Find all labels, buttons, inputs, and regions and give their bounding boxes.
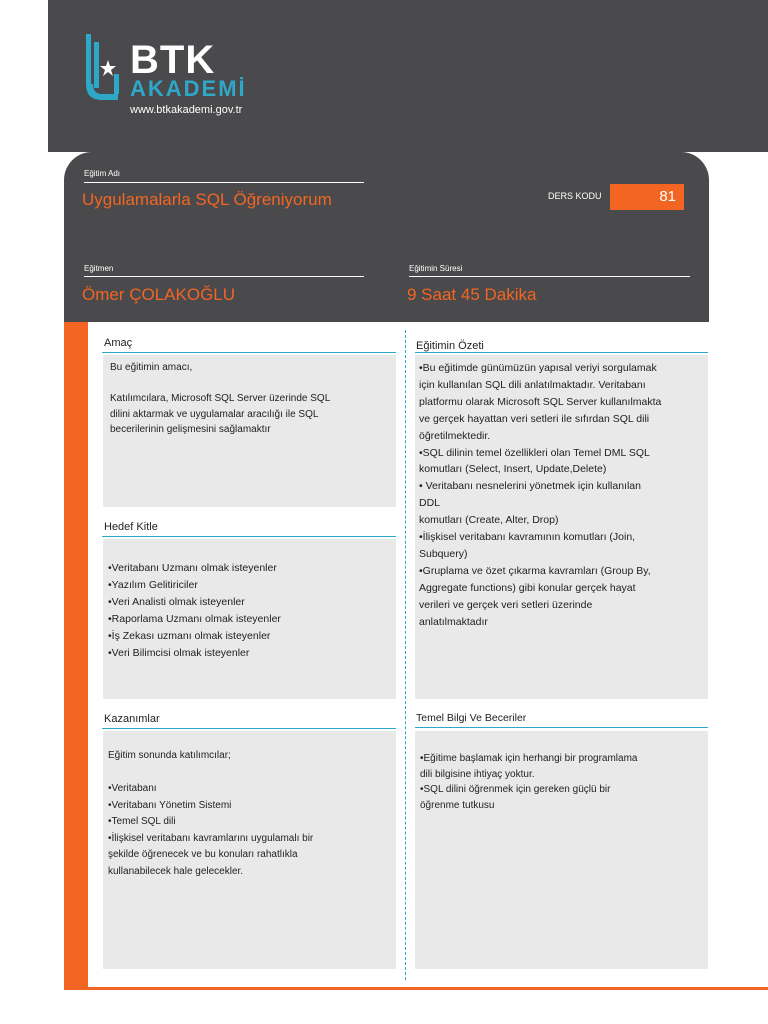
column-divider [405,330,406,980]
list-item: •Veritabanı Uzmanı olmak isteyenler [108,562,277,574]
list-item: •Veri Analisti olmak isteyenler [108,596,245,608]
section-underline [102,728,396,729]
section-title-summary: Eğitimin Özeti [416,340,484,352]
duration-label: Eğitimin Süresi [409,264,463,273]
audience-list [108,560,281,662]
list-item: •Veritabanı Yönetim Sistemi [108,799,232,811]
purpose-text: Bu eğitimin amacı, Katılımcılara, Microsoft SQL Server üzerinde SQL dilini aktarmak ve uygulamalar aracılığı ile SQL becerilerinin gelişmesini sağlamaktır [110,362,331,435]
summary-text: •Bu eğitimde günümüzün yapısal veriyi sorgulamak için kullanılan SQL dili anlatılmaktadır. Veritabanı platformu olarak Microsoft SQL Server kullanılmakta ve gerçek hayattan veri setleri ile sıfırdan SQL dili öğretilmektedir. •SQL dilinin temel özellikleri olan Temel DML SQL komutları (Select, Insert, Update,Delete) • Veritabanı nesnelerini yönetmek için kullanılan DDL komutları (Create, Alter, Drop) •İlişkisel veritabanı kavramının komutları (Join, Subquery) •Gruplama ve özet çıkarma kavramları (Group By, Aggregate functions) gibi konular gerçek hayat verileri ve gerçek veri setleri üzerinde anlatılmaktadır [419,362,662,628]
list-item: •Veri Bilimcisi olmak isteyenler [108,647,250,659]
left-accent-strip [64,322,88,990]
section-title-purpose: Amaç [104,337,133,349]
course-code-badge: 81 [610,184,684,210]
course-title: Uygulamalarla SQL Öğreniyorum [82,190,332,209]
section-title-outcomes: Kazanımlar [104,713,160,725]
section-underline [415,727,708,728]
section-title-prerequisites: Temel Bilgi Ve Beceriler [416,712,527,724]
section-title-audience: Hedef Kitle [104,521,158,533]
website-link[interactable]: www.btkakademi.gov.tr [130,104,243,116]
instructor-underline [84,276,364,277]
outcomes-text: Eğitim sonunda katılımcılar; •Veritabanı •Veritabanı Yönetim Sistemi •Temel SQL dili •İlişkisel veritabanı kavramlarını uygulamalı bir şekilde öğrenecek ve bu konuları rahatlıkla kullanabilecek hale gelecekler. [108,750,314,877]
course-code-label: DERS KODU [548,191,602,201]
instructor-label: Eğitmen [84,264,114,273]
logo-emblem-icon [84,34,124,102]
list-item: •SQL dilini öğrenmek için gereken güçlü bir [420,784,611,795]
bottom-accent-line [64,987,768,990]
course-header-card [64,152,709,322]
list-item: •İlişkisel veritabanı kavramlarını uygulamalı bir [108,832,314,844]
section-underline [102,352,396,353]
list-item: •Veritabanı [108,783,157,794]
list-item: •Yazılım Gelitiriciler [108,579,198,591]
logo-text-akademi: AKADEMİ [130,76,247,101]
list-item: •Eğitime başlamak için herhangi bir programlama [420,753,638,764]
list-item: •Temel SQL dili [108,816,176,827]
instructor-name: Ömer ÇOLAKOĞLU [82,285,236,304]
list-item: •Raporlama Uzmanı olmak isteyenler [108,613,281,625]
list-item: •İş Zekası uzmanı olmak isteyenler [108,630,271,642]
course-title-label: Eğitim Adı [84,169,121,178]
duration-value: 9 Saat 45 Dakika [407,285,537,304]
btk-akademi-logo[interactable] [84,34,284,124]
section-underline [415,352,708,353]
prerequisites-text: •Eğitime başlamak için herhangi bir programlama dili bilgisine ihtiyaç yoktur. •SQL dilini öğrenmek için gereken güçlü bir öğrenme tutkusu [420,753,638,811]
duration-underline [409,276,690,277]
course-title-underline [84,182,364,183]
logo-text-btk: BTK [130,38,216,82]
section-underline [102,536,396,537]
